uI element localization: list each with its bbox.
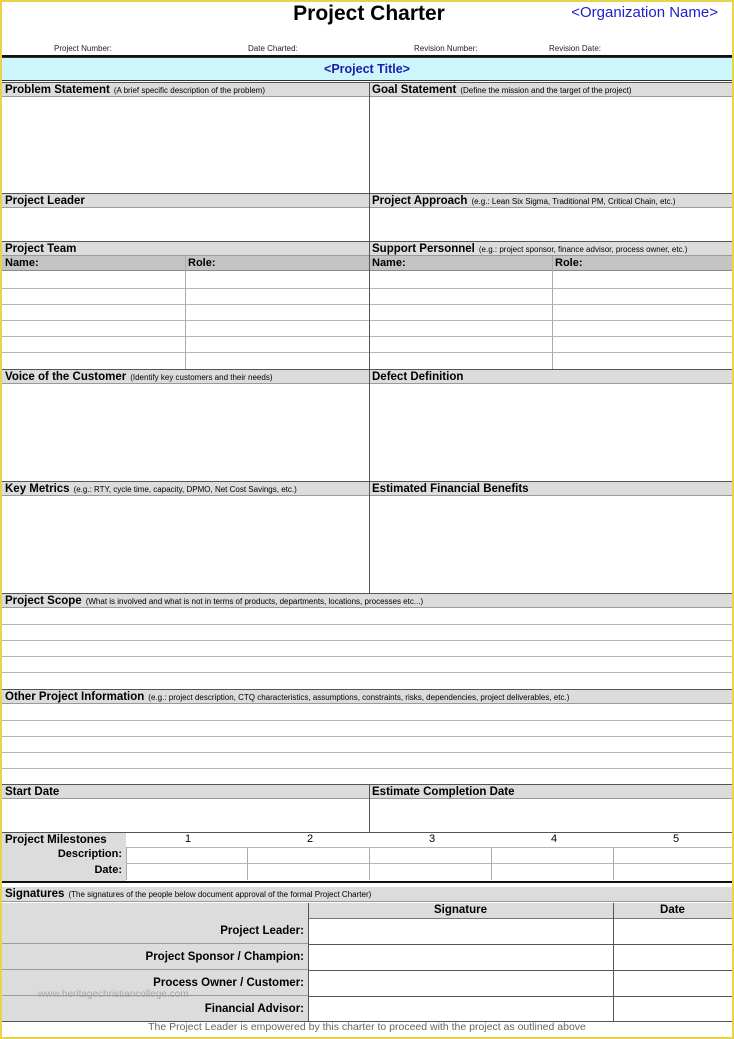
signature-role-label: Financial Advisor: <box>2 996 308 1022</box>
project-leader-label: Project Leader <box>5 195 85 207</box>
revision-number-label: Revision Number: <box>414 44 478 53</box>
table-row <box>126 847 732 848</box>
other-info-label: Other Project Information <box>5 691 145 703</box>
defect-definition-label: Defect Definition <box>372 371 464 383</box>
support-personnel-header <box>369 241 732 256</box>
problem-statement-label: Problem Statement <box>5 84 110 96</box>
support-personnel-label: Support Personnel <box>372 243 475 255</box>
project-scope-hint: (What is involved and what is not in terms of products, departments, locations, processes etc...) <box>85 597 424 606</box>
support-column-divider <box>552 256 553 369</box>
table-row <box>2 640 732 641</box>
signature-date-field[interactable] <box>614 996 732 1022</box>
page-title: Project Charter <box>293 2 445 25</box>
project-approach-field[interactable] <box>370 208 732 240</box>
project-scope-header <box>2 593 732 608</box>
table-row <box>308 970 732 971</box>
support-name-column: Name: <box>369 256 552 271</box>
financial-benefits-label: Estimated Financial Benefits <box>372 483 529 495</box>
key-metrics-hint: (e.g.: RTY, cycle time, capacity, DPMO, Net Cost Savings, etc.) <box>73 485 297 494</box>
table-row <box>308 944 732 945</box>
project-leader-header <box>2 193 369 208</box>
signatures-label: Signatures <box>5 888 65 900</box>
project-number-label: Project Number: <box>54 44 112 53</box>
signature-role-label: Project Sponsor / Champion: <box>2 944 308 970</box>
project-approach-hint: (e.g.: Lean Six Sigma, Traditional PM, Critical Chain, etc.) <box>471 197 676 206</box>
project-team-label: Project Team <box>5 243 77 255</box>
support-personnel-hint: (e.g.: project sponsor, finance advisor, process owner, etc.) <box>478 245 688 254</box>
table-row <box>2 768 732 769</box>
other-info-header <box>2 689 732 704</box>
key-metrics-header <box>2 481 369 496</box>
date-column-header: Date <box>613 903 732 919</box>
completion-date-header <box>369 784 732 799</box>
signatures-header <box>2 887 732 902</box>
table-row <box>2 624 732 625</box>
project-leader-field[interactable] <box>2 208 368 240</box>
milestone-divider <box>491 847 492 880</box>
signatures-hint: (The signatures of the people below document approval of the formal Project Charter) <box>68 890 372 899</box>
signature-field[interactable] <box>309 944 613 970</box>
voice-of-customer-field[interactable] <box>2 384 368 480</box>
signature-divider <box>308 903 309 1021</box>
table-row <box>126 863 732 864</box>
column-divider <box>369 784 370 832</box>
voice-of-customer-label: Voice of the Customer <box>5 371 127 383</box>
table-row <box>2 720 732 721</box>
start-date-field[interactable] <box>2 799 368 831</box>
problem-statement-field[interactable] <box>2 97 368 193</box>
support-role-column: Role: <box>552 256 732 271</box>
milestone-divider <box>247 847 248 880</box>
footer-note: The Project Leader is empowered by this charter to proceed with the project as outlined above <box>148 1021 586 1033</box>
table-row <box>2 288 732 289</box>
signature-corner <box>2 903 308 918</box>
financial-benefits-header <box>369 481 732 496</box>
milestone-divider <box>369 847 370 880</box>
voice-of-customer-header <box>2 369 369 384</box>
table-row <box>2 736 732 737</box>
goal-statement-hint: (Define the mission and the target of the project) <box>460 86 632 95</box>
goal-statement-header <box>369 82 732 97</box>
project-scope-label: Project Scope <box>5 595 82 607</box>
financial-benefits-field[interactable] <box>370 496 732 592</box>
team-column-divider <box>185 256 186 369</box>
milestone-number: 1 <box>184 833 192 845</box>
milestone-description-label: Description: <box>57 848 122 860</box>
milestone-date-label: Date: <box>94 864 122 876</box>
other-info-hint: (e.g.: project description, CTQ characteristics, assumptions, constraints, risks, dependencies, project deliverables, etc.) <box>148 693 570 702</box>
table-row <box>2 752 732 753</box>
signature-date-field[interactable] <box>614 970 732 996</box>
table-row <box>308 996 732 997</box>
defect-definition-field[interactable] <box>370 384 732 480</box>
signature-field[interactable] <box>309 996 613 1022</box>
team-name-column: Name: <box>2 256 185 271</box>
watermark: www.heritagechristiancollege.com <box>38 989 189 1000</box>
table-row <box>2 352 732 353</box>
signature-divider <box>613 903 614 1021</box>
table-row <box>2 304 732 305</box>
milestone-divider <box>126 847 127 880</box>
defect-definition-header <box>369 369 732 384</box>
milestones-label: Project Milestones <box>5 834 107 846</box>
team-role-column: Role: <box>185 256 369 271</box>
problem-statement-hint: (A brief specific description of the problem) <box>113 86 265 95</box>
completion-date-label: Estimate Completion Date <box>372 786 515 798</box>
milestone-number: 4 <box>550 833 558 845</box>
signature-date-field[interactable] <box>614 944 732 970</box>
project-title[interactable]: <Project Title> <box>2 57 732 81</box>
project-team-header <box>2 241 369 256</box>
column-divider <box>369 82 370 593</box>
date-charted-label: Date Charted: <box>248 44 298 53</box>
voice-of-customer-hint: (Identify key customers and their needs) <box>130 373 273 382</box>
signature-field[interactable] <box>309 918 613 944</box>
goal-statement-field[interactable] <box>370 97 732 193</box>
completion-date-field[interactable] <box>370 799 732 831</box>
signature-date-field[interactable] <box>614 918 732 944</box>
key-metrics-field[interactable] <box>2 496 368 592</box>
signature-role-label: Process Owner / Customer: <box>2 970 308 996</box>
milestone-number: 2 <box>306 833 314 845</box>
table-row <box>2 672 732 673</box>
project-approach-label: Project Approach <box>372 195 468 207</box>
table-row <box>2 320 732 321</box>
key-metrics-label: Key Metrics <box>5 483 70 495</box>
problem-statement-header <box>2 82 369 97</box>
organization-name[interactable]: <Organization Name> <box>571 4 718 21</box>
table-row <box>2 336 732 337</box>
signatures-divider <box>2 881 732 883</box>
milestone-divider <box>613 847 614 880</box>
start-date-header <box>2 784 369 799</box>
signature-column-header: Signature <box>308 903 613 919</box>
milestone-number: 5 <box>672 833 680 845</box>
table-row <box>2 656 732 657</box>
signature-field[interactable] <box>309 970 613 996</box>
revision-date-label: Revision Date: <box>549 44 602 53</box>
signature-role-label: Project Leader: <box>2 918 308 944</box>
milestone-number: 3 <box>428 833 436 845</box>
project-approach-header <box>369 193 732 208</box>
goal-statement-label: Goal Statement <box>372 84 457 96</box>
start-date-label: Start Date <box>5 786 60 798</box>
